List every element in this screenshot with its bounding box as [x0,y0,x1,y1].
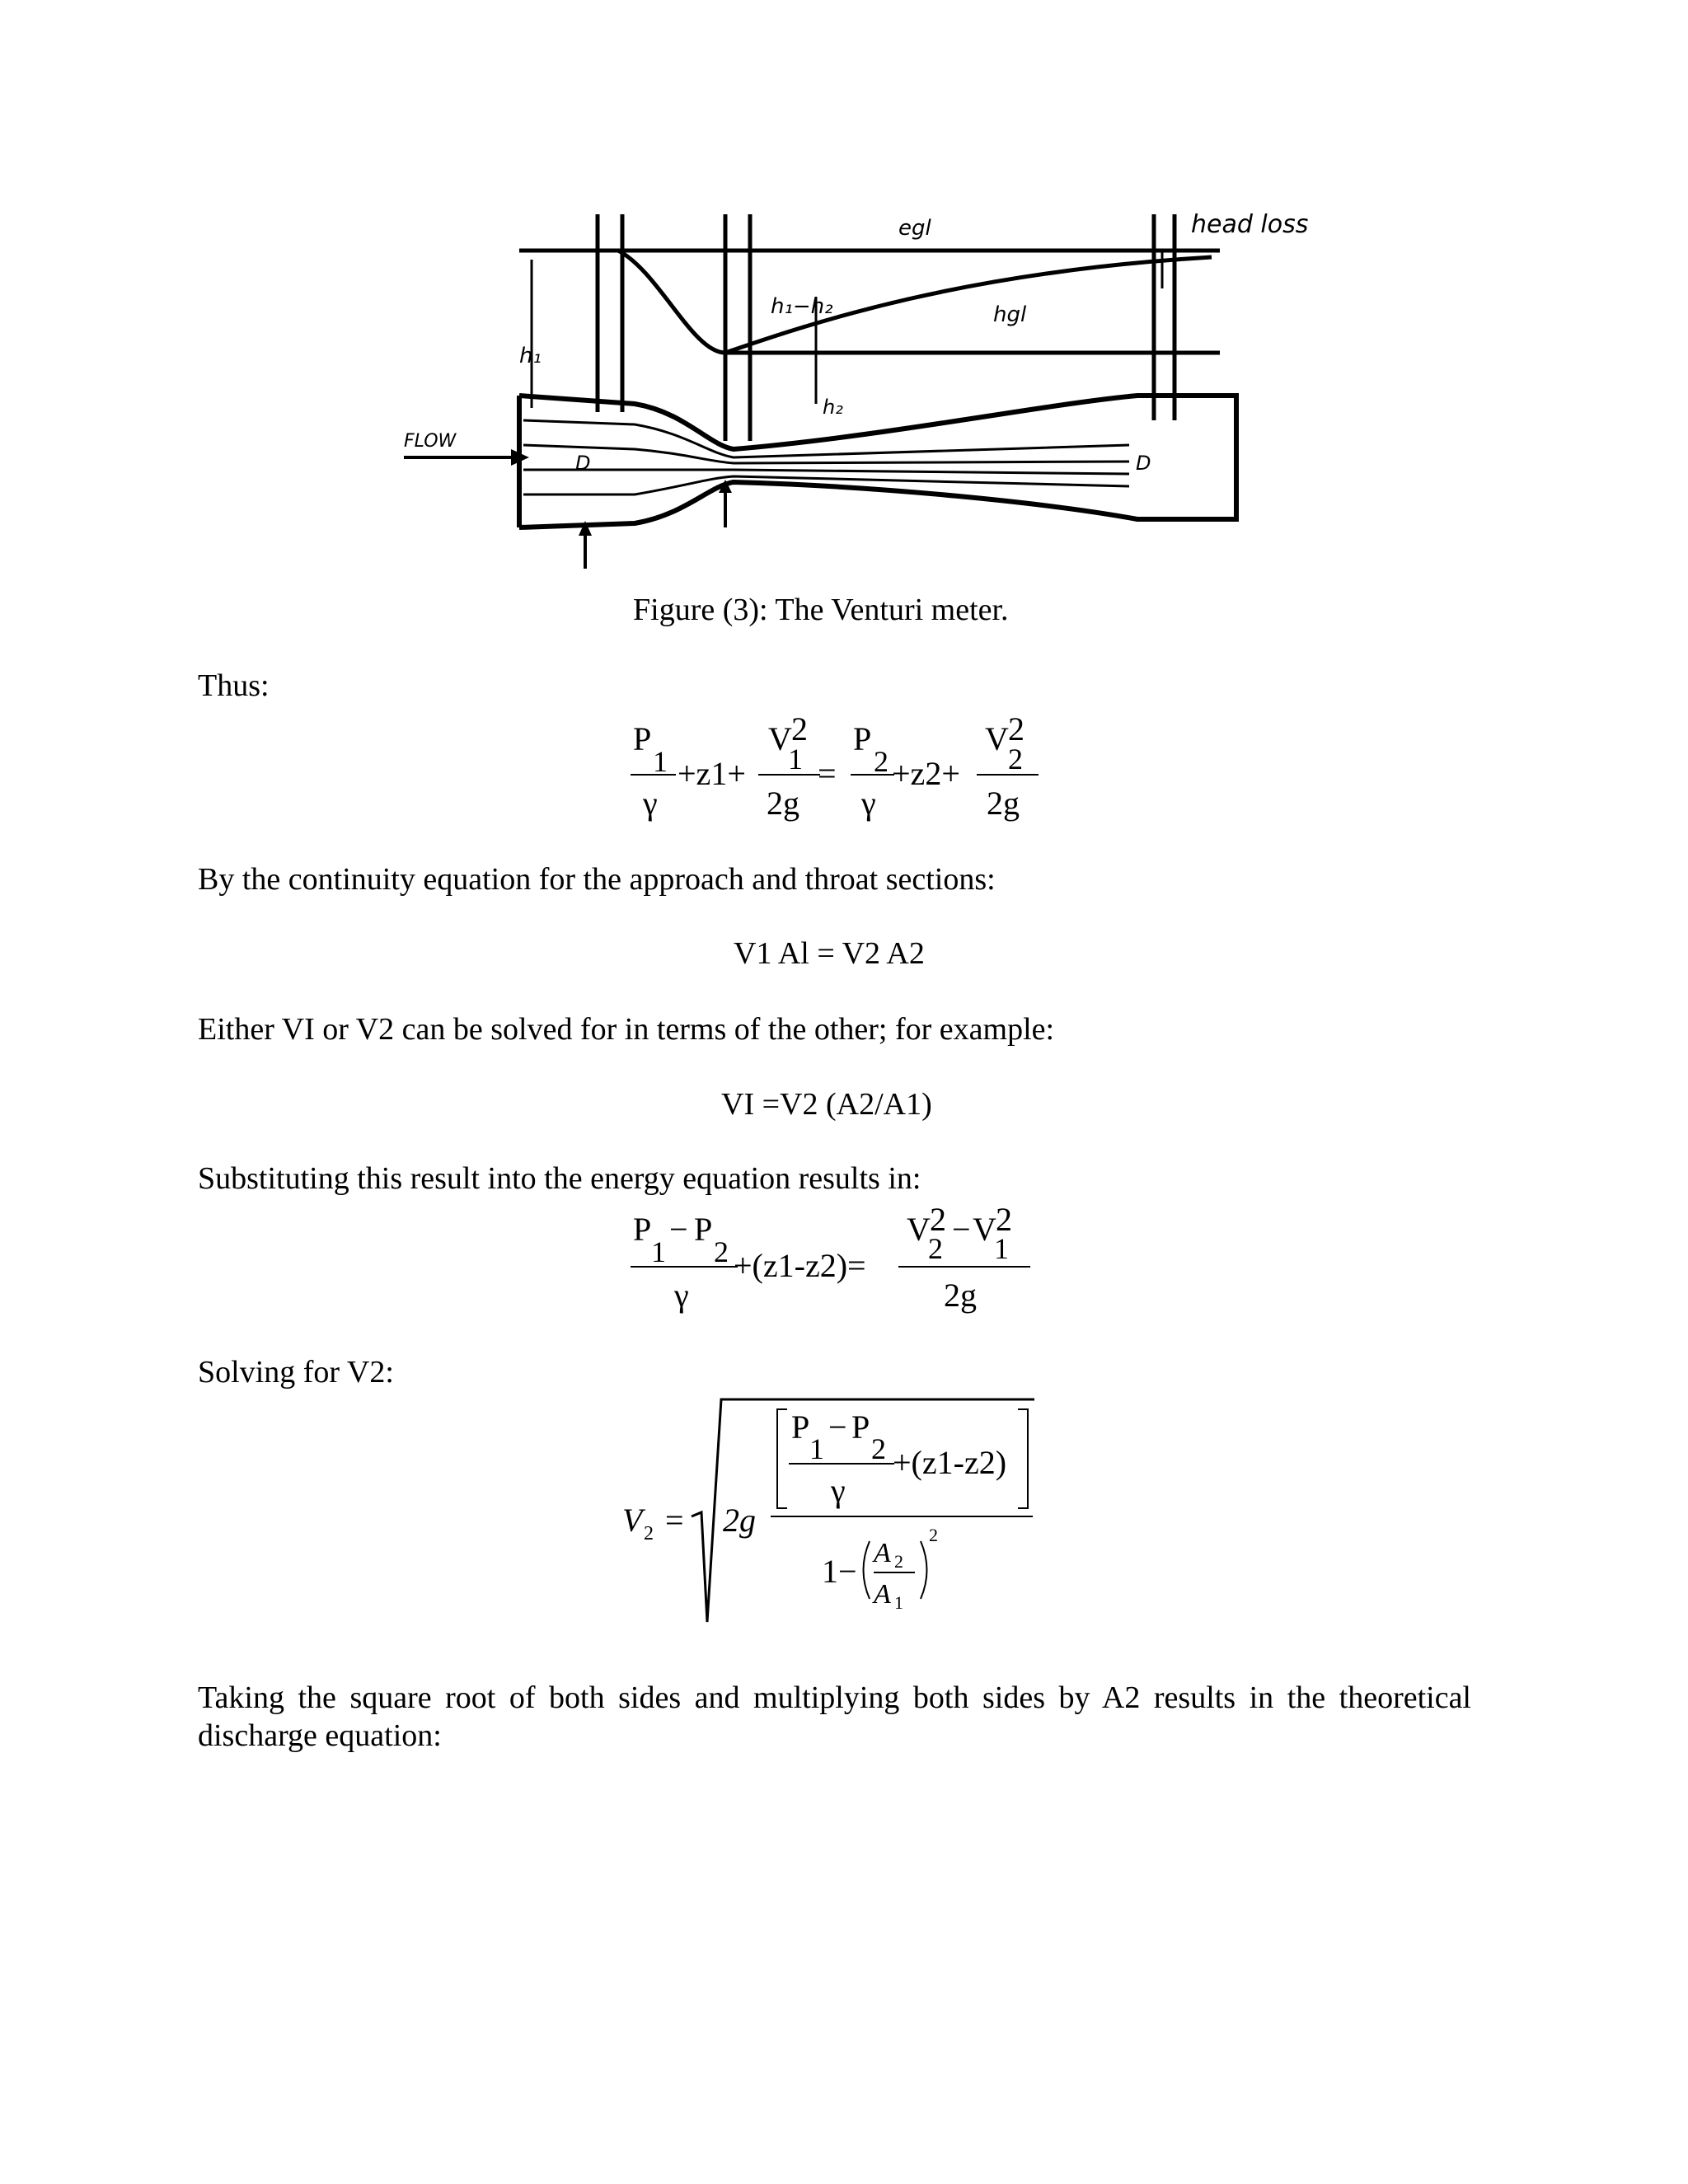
either-sentence: Either VI or V2 can be solved for in terms of the other; for example: [198,1012,1055,1047]
v2-solution-equation [622,1393,1051,1632]
thus-label: Thus: [198,668,270,703]
svg-text:P: P [694,1211,713,1248]
hgl-label: hgl [993,302,1027,327]
continuity-intro: By the continuity equation for the approach and throat sections: [198,862,996,897]
svg-text:2: 2 [996,1201,1012,1238]
svg-text:1: 1 [788,743,803,776]
svg-text:=: = [665,1502,684,1539]
svg-text:2: 2 [1008,710,1025,748]
d-right-label: D [1136,452,1151,475]
svg-text:2g: 2g [723,1502,756,1539]
svg-text:2: 2 [1008,743,1023,776]
head-loss-label: head loss [1191,210,1309,239]
bernoulli-equation [626,707,1055,831]
hgl-curve [618,251,1212,353]
svg-text:V: V [622,1502,643,1539]
svg-text:V: V [768,720,792,757]
svg-text:γ: γ [831,1472,846,1509]
svg-text:1: 1 [651,1235,666,1268]
svg-text:1−: 1− [822,1553,857,1590]
svg-text:V: V [985,720,1009,757]
svg-text:1: 1 [653,745,668,778]
svg-text:2g: 2g [987,785,1020,822]
svg-text:2: 2 [894,1551,903,1572]
h2-label: h₂ [823,396,843,419]
svg-text:1: 1 [994,1232,1009,1265]
svg-text:P: P [791,1408,810,1446]
continuity-equation: V1 Al = V2 A2 [734,936,925,971]
svg-text:=: = [818,755,837,792]
svg-text:2: 2 [644,1523,654,1544]
svg-text:2: 2 [929,1525,938,1545]
svg-text:V: V [907,1211,931,1248]
svg-text:−: − [828,1408,847,1446]
venturi-meter-figure [387,198,1343,585]
svg-text:2: 2 [714,1235,729,1268]
svg-text:+(z1-z2): +(z1-z2) [893,1444,1007,1481]
energy-equation [626,1199,1055,1323]
svg-text:A: A [874,1538,891,1568]
svg-text:1: 1 [894,1592,903,1613]
svg-text:1: 1 [809,1432,824,1465]
vi-equation: VI =V2 (A2/A1) [721,1087,932,1122]
h1-minus-h2-label: h₁−h₂ [771,294,833,319]
svg-text:+z1+: +z1+ [678,755,746,792]
svg-text:γ: γ [861,785,876,822]
svg-text:2: 2 [871,1432,886,1465]
svg-text:+(z1-z2)=: +(z1-z2)= [734,1247,866,1284]
svg-text:P: P [633,1211,652,1248]
egl-label: egl [898,216,931,241]
svg-text:2g: 2g [944,1277,977,1314]
flow-label: FLOW [404,431,457,452]
svg-text:2: 2 [930,1201,946,1238]
svg-text:2g: 2g [767,785,799,822]
svg-text:P: P [633,720,652,757]
svg-text:+z2+: +z2+ [892,755,960,792]
d-left-label: D [575,452,591,475]
taking-paragraph: Taking the square root of both sides and multiplying both sides by A2 results in the theoretical discharge equation: [198,1680,1471,1753]
h1-label: h₁ [519,344,542,368]
svg-text:P: P [851,1408,870,1446]
svg-text:−: − [669,1211,688,1248]
svg-text:V: V [973,1211,996,1248]
svg-text:γ: γ [674,1277,689,1314]
svg-text:A: A [874,1579,891,1610]
svg-text:−: − [952,1211,971,1248]
svg-text:P: P [853,720,872,757]
svg-text:2: 2 [791,710,808,748]
svg-text:2: 2 [874,745,889,778]
solving-label: Solving for V2: [198,1355,394,1390]
substituting-sentence: Substituting this result into the energy equation results in: [198,1161,921,1196]
svg-text:γ: γ [643,785,658,822]
svg-text:2: 2 [928,1232,943,1265]
figure-caption: Figure (3): The Venturi meter. [633,593,1009,627]
